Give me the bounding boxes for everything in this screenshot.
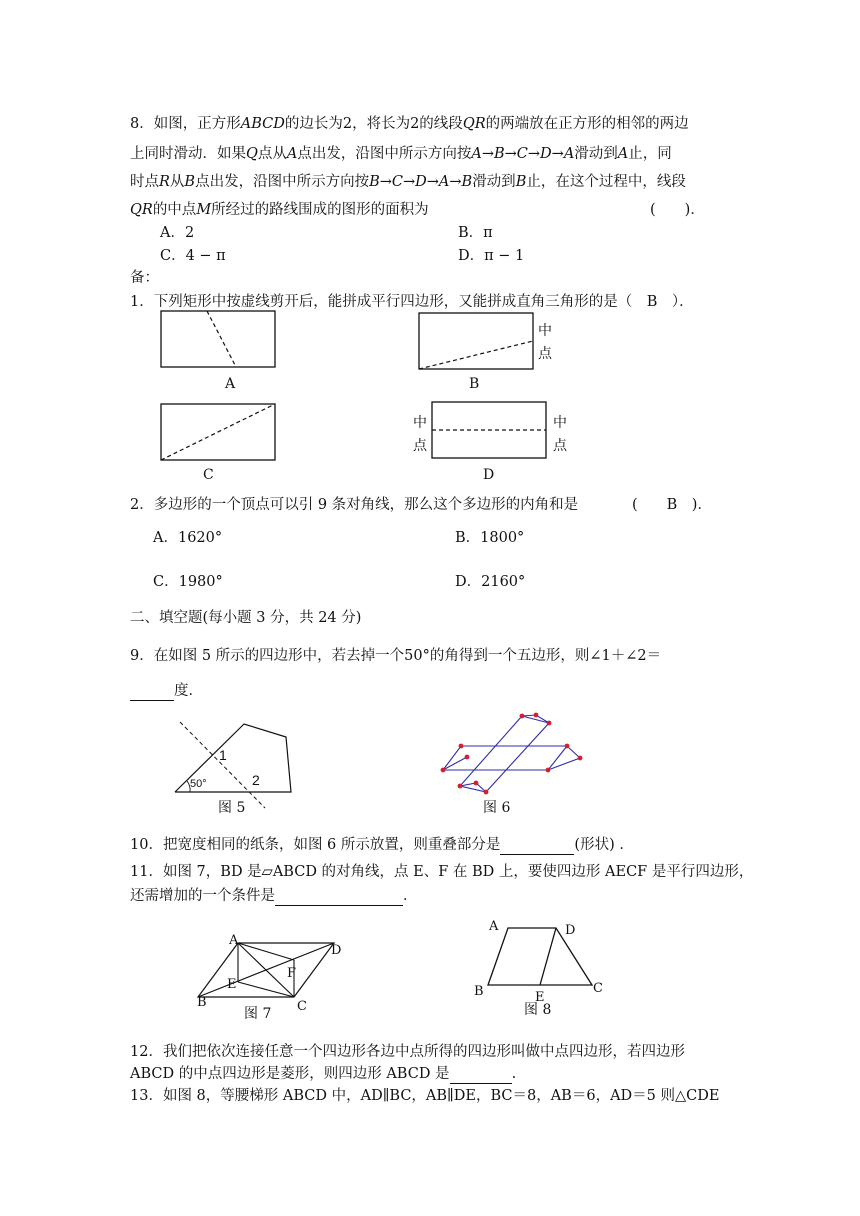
q8-line-3: 时点R从B点出发，沿图中所示方向按B→C→D→A→B滑动到B止，在这个过程中，线段 — [130, 174, 686, 190]
q12-line-1: 12．我们把依次连接任意一个四边形各边中点所得的四边形叫做中点四边形，若四边形 — [130, 1044, 685, 1060]
figure-c-rect — [161, 404, 275, 460]
fig-d-label: D — [483, 467, 495, 483]
fig6-caption: 图 6 — [483, 800, 511, 816]
fig-b-label: B — [469, 376, 480, 392]
q8-answer-paren: ( )． — [650, 202, 705, 218]
q11-blank[interactable] — [275, 905, 403, 906]
fig7-label-f: F — [287, 966, 297, 981]
q8-option-a: A．2 — [160, 225, 195, 241]
q8-option-b: B．π — [458, 225, 493, 241]
q2-stem: 2．多边形的一个顶点可以引 9 条对角线，那么这个多边形的内角和是 — [130, 497, 579, 513]
q8-line-2: 上同时滑动．如果Q点从A点出发，沿图中所示方向按A→B→C→D→A滑动到A止，同 — [130, 146, 672, 162]
fig8-label-e: E — [535, 990, 545, 1005]
fig5-caption: 图 5 — [218, 800, 246, 816]
q9-stem: 9．在如图 5 所示的四边形中，若去掉一个50°的角得到一个五边形，则∠1＋∠2＝ — [130, 648, 662, 664]
fig-a-label: A — [225, 376, 236, 392]
figure-b-rect — [419, 313, 533, 369]
fig7-label-d: D — [331, 943, 342, 958]
fig5-angle-1: 1 — [219, 747, 227, 763]
q2-answer: ( B )． — [632, 497, 712, 513]
q9-blank[interactable] — [130, 700, 174, 701]
q1-stem: 1．下列矩形中按虚线剪开后，能拼成平行四边形，又能拼成直角三角形的是（ B ）． — [130, 294, 694, 310]
q10-blank[interactable] — [500, 854, 574, 855]
figure-6-strips — [441, 713, 583, 795]
figure-5-quadrilateral — [175, 722, 291, 808]
q10-line: 10．把宽度相同的纸条，如图 6 所示放置，则重叠部分是 (形状) ． — [130, 837, 634, 853]
fig-d-midpoint-left-1: 中 — [413, 415, 427, 431]
bei-label: 备： — [130, 270, 159, 286]
q12-blank[interactable] — [450, 1083, 512, 1084]
fig7-label-a: A — [229, 933, 239, 948]
fig-d-midpoint-right-1: 中 — [553, 415, 567, 431]
fig-d-midpoint-left-2: 点 — [413, 438, 427, 454]
fig8-label-b: B — [474, 984, 484, 999]
fig8-label-d: D — [565, 923, 576, 938]
fig-d-midpoint-right-2: 点 — [553, 438, 567, 454]
q11-line-1: 11．如图 7，BD 是▱ABCD 的对角线，点 E、F 在 BD 上，要使四边形 AECF 是平行四边形， — [130, 864, 754, 880]
q2-option-c: C．1980° — [153, 574, 223, 590]
q13-line-1: 13．如图 8，等腰梯形 ABCD 中，AD∥BC，AB∥DE，BC＝8，AB＝6，AD＝5 则△CDE — [130, 1088, 720, 1104]
q2-option-b: B．1800° — [455, 530, 525, 546]
fig-b-midpoint-2: 点 — [538, 346, 552, 362]
figure-d-rect — [432, 402, 546, 458]
fig-b-midpoint-1: 中 — [538, 323, 552, 339]
figure-7-parallelogram — [198, 943, 334, 997]
q2-option-a: A．1620° — [153, 530, 223, 546]
q8-option-c: C．4 − π — [160, 248, 226, 264]
fig5-angle-50: 50° — [190, 778, 207, 790]
fig8-label-c: C — [593, 981, 603, 996]
fig7-label-e: E — [227, 977, 237, 992]
figure-a-rect — [161, 311, 275, 367]
q8-option-d: D．π − 1 — [458, 248, 525, 264]
q8-line-4: QR的中点M所经过的路线围成的图形的面积为 — [130, 202, 429, 218]
figure-8-trapezoid — [488, 928, 592, 985]
q8-line-1: 8．如图，正方形ABCD的边长为2，将长为2的线段QR的两端放在正方形的相邻的两边 — [130, 116, 689, 132]
q9-blank-line: 度． — [130, 681, 203, 701]
section-2-heading: 二、填空题(每小题 3 分，共 24 分) — [130, 610, 362, 626]
fig7-caption: 图 7 — [244, 1006, 272, 1022]
fig8-label-a: A — [489, 919, 499, 934]
fig7-label-c: C — [297, 999, 307, 1014]
fig5-angle-2: 2 — [252, 772, 260, 788]
q2-option-d: D．2160° — [455, 574, 526, 590]
fig7-label-b: B — [197, 995, 207, 1010]
fig-c-label: C — [203, 467, 214, 483]
q12-line-2: ABCD 的中点四边形是菱形，则四边形 ABCD 是 . — [130, 1066, 517, 1082]
fig8-caption: 图 8 — [524, 1002, 552, 1018]
q11-line-2: 还需增加的一个条件是 ． — [130, 888, 418, 904]
